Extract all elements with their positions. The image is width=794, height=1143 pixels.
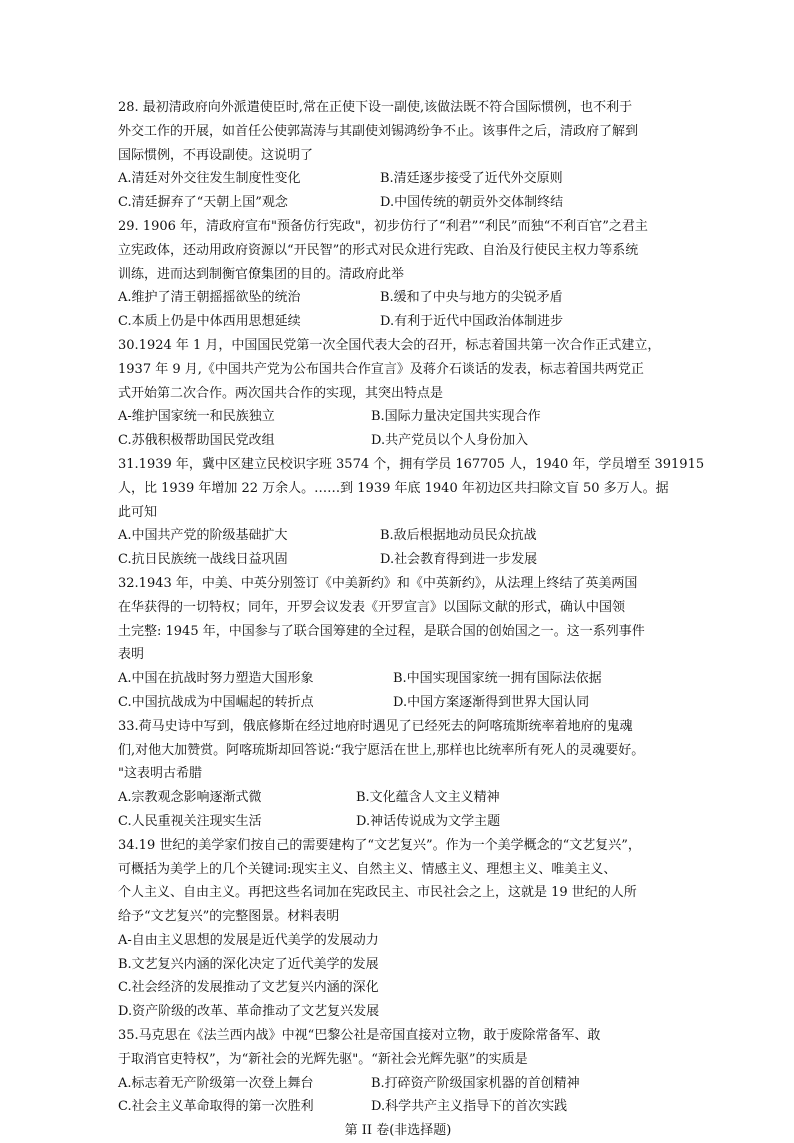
question-block — [118, 572, 678, 715]
question-block — [118, 715, 678, 834]
option-row — [118, 548, 678, 572]
question-stem-line: 在华获得的一切特权；同年，开罗会议发表《开罗宣言》以国际文献的形式，确认中国领 — [118, 599, 626, 615]
question-stem-line: 个人主义、自由主义。再把这些名词加在宪政民主、市民社会之上，这就是 19 世纪的人所 — [118, 885, 637, 901]
answer-option-a[interactable]: A.中国共产党的阶级基础扩大 — [118, 528, 288, 544]
question-stem-line: 土完整: 1945 年，中国参与了联合国筹建的全过程，是联合国的创始国之一。这一系列事件 — [118, 623, 645, 639]
question-stem-line: 人，比 1939 年增加 22 万余人。……到 1939 年底 1940 年初边区共扫除文盲 50 多万人。据 — [118, 480, 669, 496]
answer-option-a[interactable]: A-自由主义思想的发展是近代美学的发展动力 — [118, 932, 379, 948]
answer-option-d[interactable]: D.科学共产主义指导下的首次实践 — [371, 1099, 568, 1115]
answer-option-a[interactable]: A-维护国家统一和民族独立 — [118, 409, 275, 425]
option-row — [118, 310, 678, 334]
answer-option-c[interactable]: C.苏俄积极帮助国民党改组 — [118, 433, 275, 449]
answer-option-c[interactable]: C.人民重视关注现实生活 — [118, 813, 262, 829]
question-stem-line: 29. 1906 年，清政府宣布"预备仿行宪政"，初步仿行了“利君”“利民”而独“不利百官”之君主 — [118, 218, 648, 234]
answer-option-d[interactable]: D.神话传说成为文学主题 — [356, 813, 501, 829]
question-stem-line: 于取消官吏特权”，为“新社会的光辉先驱"。“新社会光辉先驱”的实质是 — [118, 1051, 528, 1067]
question-stem-line: "这表明古希腊 — [118, 766, 202, 782]
question-stem-line: 式开始第二次合作。两次国共合作的实现，其突出特点是 — [118, 385, 444, 401]
answer-option-a[interactable]: A.标志着无产阶级第一次登上舞台 — [118, 1075, 314, 1091]
question-stem-line: 30.1924 年 1 月，中国国民党第一次全国代表大会的召开，标志着国共第一次合作正式建立， — [118, 337, 661, 353]
option-row — [118, 1072, 678, 1096]
answer-option-c[interactable]: C.清廷摒弃了“天朝上国”观念 — [118, 195, 288, 211]
question-stem-line: 立宪政体，还动用政府资源以“开民智”的形式对民众进行宪政、自治及行使民主权力等系统 — [118, 242, 639, 258]
answer-option-b[interactable]: B.文化蕴含人文主义精神 — [356, 790, 500, 806]
section-title: 第 II 卷(非选择题) — [344, 1123, 452, 1139]
answer-option-b[interactable]: B.中国实现国家统一拥有国际法依据 — [393, 671, 602, 687]
question-stem-line: 1937 年 9 月,《中国共产党为公布国共合作宣言》及蒋介石谈话的发表，标志着国共两党正 — [118, 361, 644, 377]
question-block — [118, 334, 678, 453]
option-row — [118, 191, 678, 215]
question-block — [118, 834, 678, 1024]
answer-option-a[interactable]: A.清廷对外交往发生制度性变化 — [118, 171, 301, 187]
answer-option-b[interactable]: B.敌后根据地动员民众抗战 — [380, 528, 537, 544]
question-stem-line: 32.1943 年，中美、中英分别签订《中美新约》和《中英新约》，从法理上终结了英美两国 — [118, 575, 638, 591]
answer-option-d[interactable]: D.中国传统的朝贡外交体制终结 — [380, 195, 564, 211]
option-row — [118, 1095, 678, 1119]
question-stem-line: 给予“文艺复兴”的完整图景。材料表明 — [118, 909, 340, 925]
answer-option-c[interactable]: C.本质上仍是中体西用思想延续 — [118, 314, 301, 330]
question-stem-line: 34.19 世纪的美学家们按自己的需要建构了“文艺复兴”。作为一个美学概念的“文艺复兴”， — [118, 837, 641, 853]
answer-option-c[interactable]: C.中国抗战成为中国崛起的转折点 — [118, 694, 314, 710]
question-block — [118, 453, 705, 572]
question-stem-line: 此可知 — [118, 504, 158, 520]
option-row — [118, 524, 678, 548]
question-stem-line: 外交工作的开展，如首任公使郭嵩涛与其副使刘锡鸿纷争不止。该事件之后，清政府了解到 — [118, 123, 639, 139]
question-block — [118, 96, 678, 215]
answer-option-d[interactable]: D.社会教育得到进一步发展 — [380, 552, 538, 568]
answer-option-a[interactable]: A.维护了清王朝摇摇欲坠的统治 — [118, 290, 301, 306]
answer-option-b[interactable]: B.文艺复兴内涵的深化决定了近代美学的发展 — [118, 956, 379, 972]
answer-option-c[interactable]: C.社会主义革命取得的第一次胜利 — [118, 1099, 314, 1115]
question-block — [118, 1024, 678, 1119]
question-stem-line: 33.荷马史诗中写到，俄底修斯在经过地府时遇见了已经死去的阿喀琉斯统率着地府的鬼魂 — [118, 718, 633, 734]
answer-option-c[interactable]: C.抗日民族统一战线日益巩固 — [118, 552, 288, 568]
answer-option-d[interactable]: D.共产党员以个人身份加入 — [371, 433, 529, 449]
question-stem-line: 国际惯例，不再设副使。这说明了 — [118, 147, 314, 163]
answer-option-d[interactable]: D.有利于近代中国政治体制进步 — [380, 314, 564, 330]
question-stem-line: 可概括为美学上的几个关键词:现实主义、自然主义、情感主义、理想主义、唯美主义、 — [118, 861, 617, 877]
option-row — [118, 286, 678, 310]
question-stem-line: 35.马克思在《法兰西内战》中视“巴黎公社是帝国直接对立物，敢于废除常备军、敢 — [118, 1028, 601, 1044]
answer-option-b[interactable]: B.缓和了中央与地方的尖锐矛盾 — [380, 290, 563, 306]
question-block — [118, 215, 678, 334]
answer-option-d[interactable]: D.资产阶级的改革、革命推动了文艺复兴发展 — [118, 1004, 380, 1020]
answer-option-b[interactable]: B.国际力量决定国共实现合作 — [371, 409, 541, 425]
question-stem-line: 31.1939 年，冀中区建立民校识字班 3574 个，拥有学员 167705 人，1940 年，学员增至 391915 — [118, 456, 705, 472]
answer-option-c[interactable]: C.社会经济的发展推动了文艺复兴内涵的深化 — [118, 980, 379, 996]
option-row — [118, 786, 678, 810]
option-row — [118, 167, 678, 191]
option-row — [118, 429, 678, 453]
answer-option-a[interactable]: A.宗教观念影响逐渐式微 — [118, 790, 262, 806]
option-row — [118, 667, 678, 691]
answer-option-a[interactable]: A.中国在抗战时努力塑造大国形象 — [118, 671, 314, 687]
question-stem-line: 们,对他大加赞赏。阿喀琉斯却回答说:“我宁愿活在世上,那样也比统率所有死人的灵魂要好。 — [118, 742, 645, 758]
question-stem-line: 表明 — [118, 647, 145, 663]
answer-option-d[interactable]: D.中国方案逐渐得到世界大国认同 — [393, 694, 590, 710]
exam-page — [118, 96, 705, 1143]
answer-option-b[interactable]: B.清廷逐步接受了近代外交原则 — [380, 171, 563, 187]
question-stem-line: 训练，进而达到制衡官僚集团的目的。清政府此举 — [118, 266, 405, 282]
option-row — [118, 810, 678, 834]
question-stem-line: 28. 最初清政府向外派遣使臣时,常在正使下设一副使,该做法既不符合国际惯例，也不利于 — [118, 100, 633, 115]
answer-option-b[interactable]: B.打碎资产阶级国家机器的首创精神 — [371, 1075, 580, 1091]
option-row — [118, 405, 678, 429]
option-row — [118, 691, 678, 715]
